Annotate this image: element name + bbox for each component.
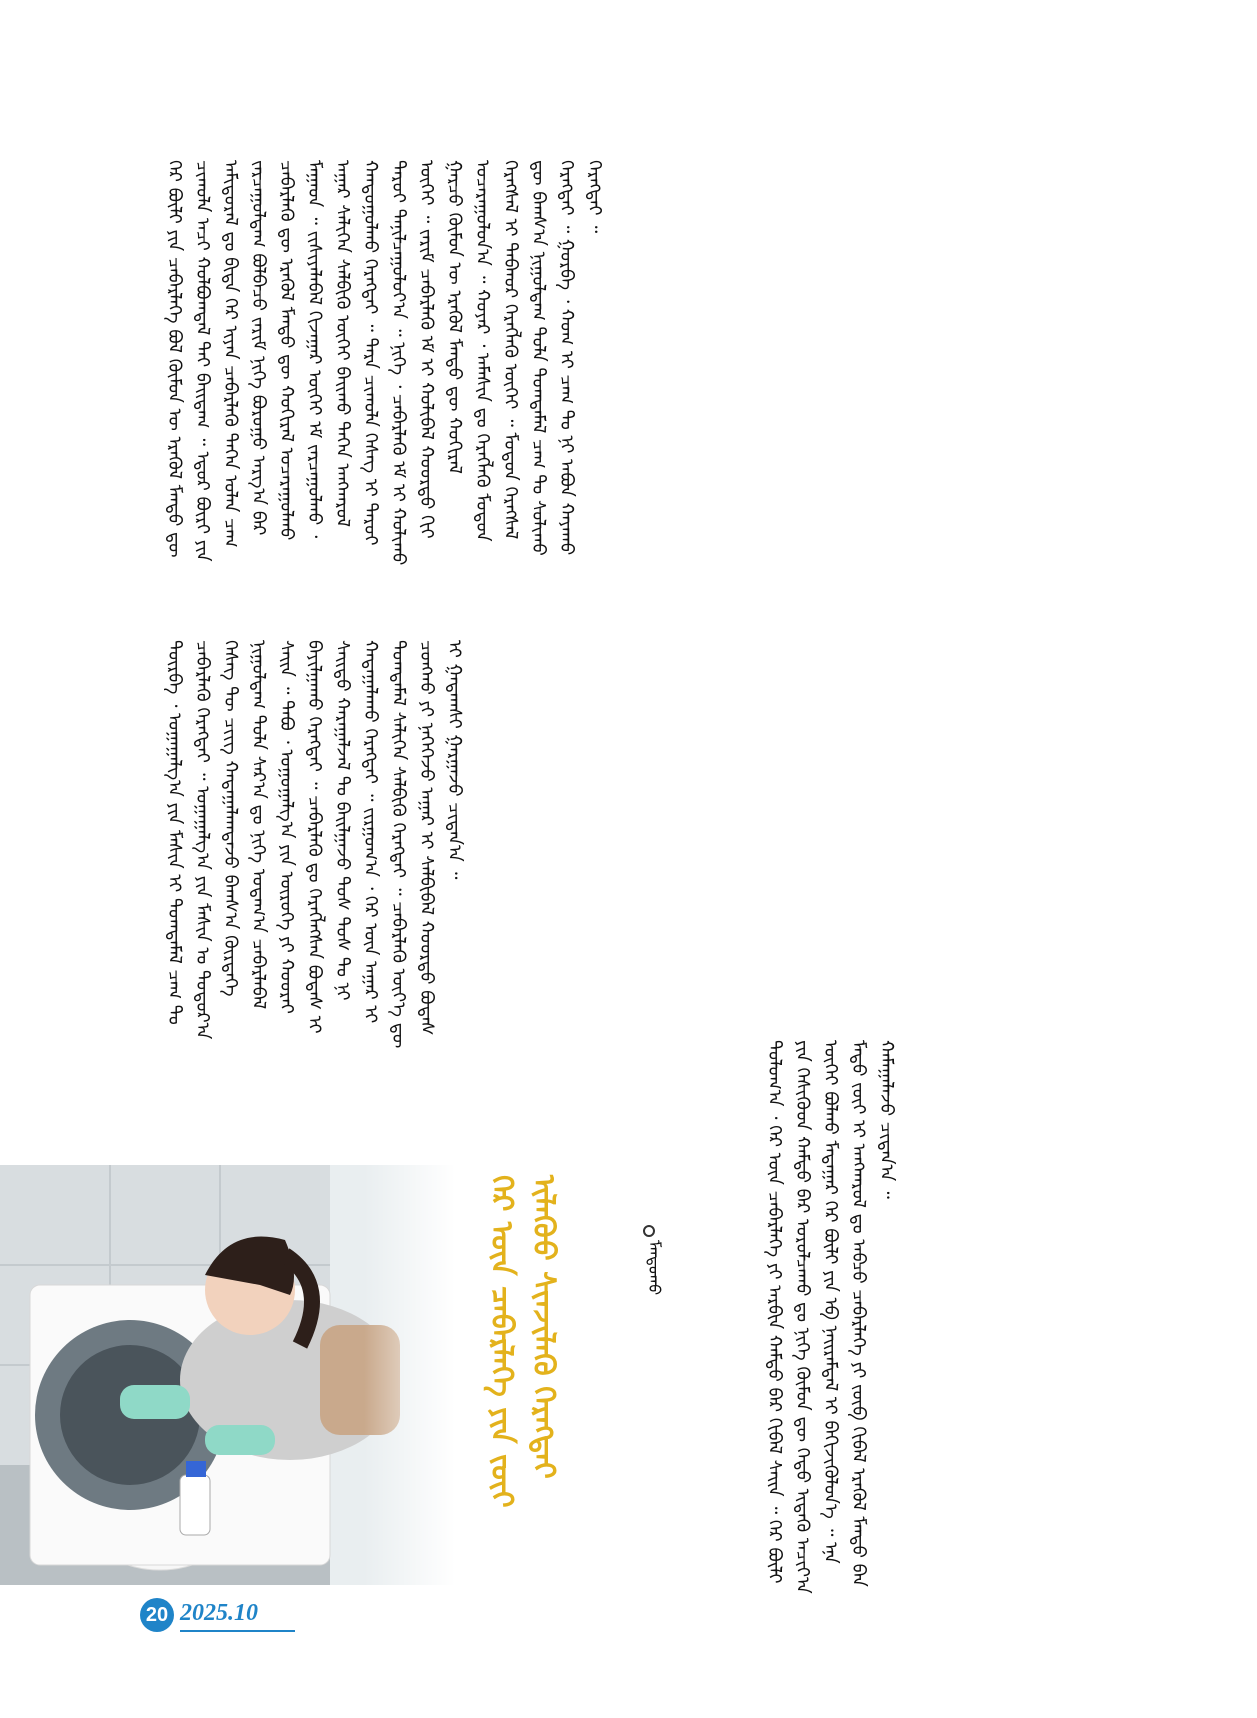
article-title: ᠭᠡᠷ ᠦᠨ ᠴᠡᠪᠡᠷᠯᠡᠬᠡ ᠶᠢᠨ ᠵᠦᠢ ᠢᠯᠡᠭᠦᠦ ᠰᠢᠨᠵᠢᠯᠡᠬᠦ ᠬᠡᠷᠡᠭᠲᠡᠢ <box>484 1175 561 1508</box>
article-column-middle: ᠳᠥᠷᠪᠡ ᠂ ᠤᠭᠠᠭᠠᠯᠭ᠎ᠠ ᠶᠢᠨ ᠮᠠᠰᠢᠨ ᠢ ᠲᠣᠭᠲᠠᠮᠠᠯ ᠴᠠᠭ ᠲᠤ ᠴᠡᠪᠡᠷᠯᠡᠬᠦ ᠬᠡᠷᠡᠭᠲᠡᠢ ᠃ ᠤᠭᠠᠭᠠᠯᠭ᠎ᠠ ᠶᠢᠨ ᠮᠠᠰᠢᠨ ᠤ ᠳᠣᠲᠣᠷ᠎ᠠ ᠬᠡᠰᠡᠭ ᠲᠦ ᠴᠢᠢᠭ ᠬᠠᠳᠠᠭᠠᠯᠠᠭᠳᠠᠵᠤ ᠪᠠᠭᠰ᠎ᠠ ᠬᠦᠷᠲᠡᠭᠡ ᠨᠢᠭᠤᠯᠳᠠᠭ ᠲᠤᠯᠠ ᠰᠠᠷ᠎ᠠ ᠳᠤ ᠨᠢᠭᠡ ᠤᠳᠠᠭ᠎ᠠ ᠴᠡᠪᠡᠷᠯᠡᠪᠡᠯ ᠰᠠᠢᠨ ᠃ ᠲᠠᠪᠤ ᠂ ᠤᠭᠤᠭᠠᠯᠭ᠎ᠠ ᠶᠢᠨ ᠥᠷᠥᠭᠡ ᠶᠢ ᠬᠤᠤᠷᠠᠢ ᠪᠠᠶᠢᠯᠭᠠᠬᠤ ᠬᠡᠷᠡᠭᠲᠡᠢ ᠃ ᠴᠡᠪᠡᠷᠯᠡᠬᠦ ᠳᠤ ᠬᠡᠷᠡᠭᠯᠡᠭᠰᠡᠨ ᠪᠣᠳᠠᠰ ᠢ ᠰᠠᠢᠲᠤ ᠬᠠᠷᠠᠭᠠᠯᠵᠠᠯ ᠲᠤ ᠪᠠᠢᠯᠭᠠᠵᠤ ᠲᠤᠰ ᠲᠤᠰ ᠲᠤ ᠨᠢ ᠬᠠᠳᠠᠭᠠᠯᠠᠬᠤ ᠬᠡᠷᠡᠭᠲᠡᠢ ᠃ ᠵᠢᠷᠭᠤᠭ᠎ᠠ ᠂ ᠭᠡᠷ ᠦᠨ ᠠᠭᠠᠷ ᠢ ᠲᠣᠭᠲᠠᠮᠠᠯ ᠰᠡᠯᠢᠭᠡᠨ ᠰᠡᠯᠪᠢᠬᠦ ᠬᠡᠷᠡᠭᠲᠡᠢ ᠃ ᠴᠡᠪᠡᠷᠯᠡᠬᠦ ᠦᠶ᠎ᠡ ᠳᠦ ᠴᠣᠩᠬᠣ ᠶᠢ ᠨᠡᠭᠡᠭᠡᠵᠦ ᠠᠭᠠᠷ ᠢ ᠰᠡᠯᠪᠢᠪᠡᠯ ᠬᠣᠣᠷᠲᠤ ᠪᠣᠳᠠᠰ ᠢ ᠭᠠᠳᠠᠭᠰᠢ ᠭᠠᠷᠭᠠᠵᠤ ᠴᠢᠳᠠᠨ᠎ᠠ ᠃ <box>164 640 465 1054</box>
page-number: 20 <box>140 1598 174 1632</box>
article-author: ᠮᠠᠨᠳᠤᠬᠤ <box>645 1240 664 1296</box>
author-circle-icon <box>643 1225 655 1237</box>
footer-rule <box>180 1630 295 1632</box>
article-column-lower: ᠳᠣᠯᠣᠭ᠎ᠠ ᠂ ᠭᠡᠷ ᠦᠨ ᠴᠡᠪᠡᠷᠯᠡᠬᠡ ᠶᠢ ᠠᠷᠪᠢᠨ ᠬᠠᠮᠲᠤ ᠪᠡᠷ ᠬᠢᠪᠡᠯ ᠰᠠᠢᠨ ᠃ ᠭᠡᠷ ᠪᠦᠯᠢ ᠶᠢᠨ ᠭᠡᠰᠢᠭᠦᠳ ᠬᠠᠮᠲᠤ ᠪᠡᠷ ᠣᠷᠣᠯᠴᠠᠬᠤ ᠳᠤ ᠨᠢᠭᠡ ᠬᠦᠮᠦᠨ ᠳᠦ ᠬᠡᠲᠦ ᠢᠳᠡᠬᠦ ᠠᠴᠢᠶ᠎ᠠ ᠦᠭᠡᠢ ᠪᠣᠯᠬᠤ ᠮᠠᠲᠠᠭᠠᠷ ᠭᠡᠷ ᠪᠦᠯᠢ ᠶᠢᠨ ᠡᠪ ᠨᠠᠢᠷᠠᠮᠳᠠᠯ ᠢ ᠪᠡᠬᠢᠵᠢᠭᠦᠯᠦᠨ᠎ᠡ ᠃ ᠡᠨᠡ ᠮᠡᠲᠦ ᠵᠦᠢ ᠢ ᠠᠨᠭᠬᠠᠷᠤᠯ ᠳᠤ ᠠᠪᠴᠤ ᠴᠡᠪᠡᠷᠯᠡᠬᠡ ᠶᠢ ᠵᠥᠪ ᠬᠢᠪᠡᠯ ᠡᠷᠡᠭᠦᠯ ᠮᠡᠨᠳᠦ ᠪᠡᠨ ᠬᠠᠮᠠᠭᠠᠯᠠᠵᠤ ᠴᠢᠳᠠᠨ᠎ᠠ ᠃ <box>764 1040 897 1600</box>
issue-label: 2025.10 <box>180 1600 258 1626</box>
article-column-upper: ᠭᠡᠷ ᠪᠦᠯᠢ ᠶᠢᠨ ᠴᠡᠪᠡᠷᠯᠡᠬᠡ ᠪᠣᠯ ᠬᠦᠮᠦᠨ ᠦ ᠡᠷᠡᠭᠦᠯ ᠮᠡᠨᠳᠦ ᠳᠦ ᠴᠢᠬᠤᠯᠠ ᠠᠴᠢ ᠬᠣᠯᠪᠣᠭᠳᠠᠯ ᠲᠠᠢ ᠪᠠᠢᠳᠠᠭ ᠃ ᠡᠳᠦᠷ ᠪᠦᠷᠢ ᠶᠢᠨ ᠠᠮᠢᠳᠤᠷᠠᠯ ᠳᠤ ᠪᠢᠳᠡ ᠭᠡᠷ ᠢᠶᠡᠨ ᠴᠡᠪᠡᠷᠯᠡᠬᠦ ᠳᠡᠭᠡᠨ ᠣᠯᠠᠨ ᠴᠠᠭ ᠵᠠᠷᠴᠠᠭᠤᠯᠳᠠᠭ ᠪᠣᠯᠪᠠᠴᠤ ᠵᠠᠷᠢᠮ ᠨᠢᠭᠡ ᠪᠤᠷᠤᠭᠤ ᠠᠷᠭ᠎ᠠ ᠪᠠᠷ ᠴᠡᠪᠡᠷᠯᠡᠬᠦ ᠳᠦ ᠡᠷᠡᠭᠦᠯ ᠮᠡᠨᠳᠦ ᠳᠦ ᠬᠣᠬᠢᠷᠠᠯ ᠤᠴᠠᠷᠠᠭᠤᠯᠬᠤ ᠮᠠᠭᠠᠳ ᠃ ᠵᠢᠱᠢᠶᠡᠯᠡᠪᠡᠯ ᠬᠢᠵᠠᠭᠠᠷ ᠦᠭᠡᠢ ᠡᠮ ᠵᠠᠷᠴᠠᠭᠤᠯᠬᠤ ᠂ ᠠᠭᠠᠷ ᠰᠡᠯᠢᠭᠡᠨ ᠰᠡᠯᠪᠢᠬᠦ ᠦᠭᠡᠢ ᠪᠠᠢᠬᠤ ᠳᠡᠭᠡᠨ ᠠᠩᠬᠠᠷᠤᠯ ᠬᠠᠨᠳᠤᠭᠤᠯᠬᠤ ᠬᠡᠷᠡᠭᠲᠡᠢ ᠃ ᠲᠡᠷᠡ ᠴᠢᠬᠤᠯᠠ ᠬᠡᠰᠡᠭ ᠢ ᠳᠠᠷᠤᠢ ᠳᠠᠷᠤᠢ ᠲᠠᠨᠢᠯᠴᠠᠭᠤᠯᠤᠶ᠎ᠠ ᠃ ᠨᠢᠭᠡ ᠂ ᠴᠡᠪᠡᠷᠯᠡᠬᠦ ᠡᠮ ᠢ ᠬᠣᠯᠢᠬᠤ ᠦᠭᠡᠢ ᠃ ᠵᠠᠷᠢᠮ ᠴᠡᠪᠡᠷᠯᠡᠬᠦ ᠡᠮ ᠢ ᠬᠣᠯᠢᠪᠠᠯ ᠬᠣᠣᠷᠲᠤ ᠬᠢᠢ ᠭᠠᠷᠴᠤ ᠬᠦᠮᠦᠨ ᠦ ᠡᠷᠡᠭᠦᠯ ᠮᠡᠨᠳᠦ ᠳᠦ ᠬᠣᠬᠢᠷᠠᠯ ᠤᠴᠠᠷᠠᠭᠤᠯᠤᠨ᠎ᠠ ᠃ ᠬᠣᠶᠠᠷ ᠂ ᠠᠮᠠᠰᠢᠨ ᠳᠤ ᠬᠡᠷᠡᠭᠯᠡᠬᠦ ᠮᠣᠳᠤᠨ ᠬᠡᠷᠡᠭᠰᠡᠯ ᠢ ᠳᠠᠪᠬᠤᠷ ᠬᠡᠷᠡᠭᠯᠡᠬᠦ ᠦᠭᠡᠢ ᠃ ᠮᠣᠳᠤᠨ ᠬᠡᠷᠡᠭᠰᠡᠯ ᠳᠦ ᠪᠠᠭᠰ᠎ᠠ ᠨᠢᠭᠤᠯᠳᠠᠭ ᠲᠤᠯᠠ ᠲᠣᠭᠲᠠᠮᠠᠯ ᠴᠠᠭ ᠲᠤ ᠰᠣᠯᠢᠬᠤ ᠬᠡᠷᠡᠭᠲᠡᠢ ᠃ ᠭᠤᠷᠪᠠ ᠂ ᠬᠣᠭ ᠢ ᠴᠠᠭ ᠲᠤ ᠨᠢ ᠠᠪᠤᠨ ᠬᠠᠶᠠᠬᠤ ᠬᠡᠷᠡᠭᠲᠡᠢ ᠃ <box>164 160 605 572</box>
cleaning-photo <box>0 1165 455 1585</box>
page-footer <box>140 1598 300 1636</box>
